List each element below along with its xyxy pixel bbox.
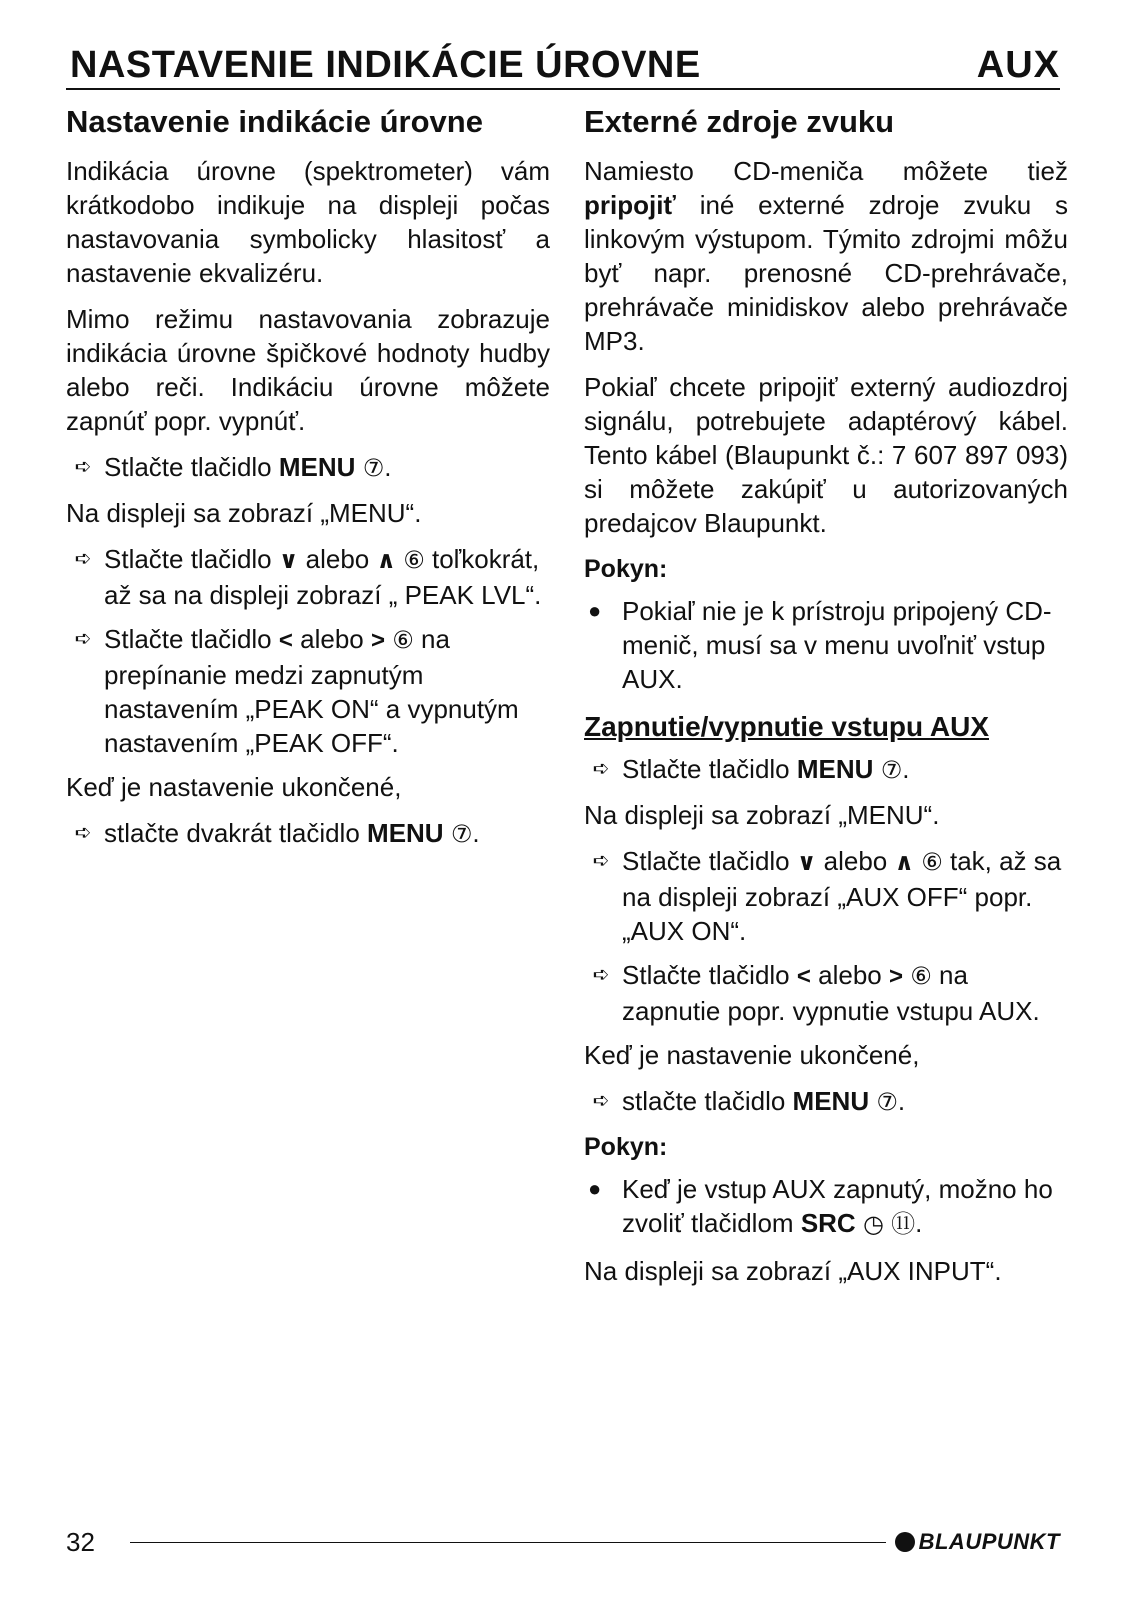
step-arrow-icon: ➪ (74, 628, 92, 650)
key-number: ⑥ (403, 547, 425, 574)
up-arrow-icon: ∧ (894, 849, 914, 876)
right-step-2: ➪ Stlačte tlačidlo ∨ alebo ∧ ⑥ tak, až sa na displeji zobrazí „AUX OFF“ popr. „AUX ON“. (584, 844, 1068, 948)
left-step-3: ➪ Stlačte tlačidlo < alebo > ⑥ na prepínanie medzi zapnutým nastavením „PEAK ON“ a vypnutým nastavením „PEAK OFF“. (66, 622, 550, 760)
down-arrow-icon: ∨ (796, 849, 817, 876)
left-step-4: ➪ stlačte dvakrát tlačidlo MENU ⑦. (66, 816, 550, 852)
key-number: ⑥ (910, 963, 932, 990)
page-header (66, 42, 1060, 90)
key-number: ⑦ (880, 757, 903, 784)
left-step-2: ➪ Stlačte tlačidlo ∨ alebo ∧ ⑥ toľkokrát, až sa na displeji zobrazí „ PEAK LVL“. (66, 542, 550, 612)
aux-subheading: Zapnutie/vypnutie vstupu AUX (584, 711, 989, 742)
key-number: ⑥ (921, 849, 943, 876)
step-arrow-icon: ➪ (74, 548, 92, 570)
right-step-1: ➪ Stlačte tlačidlo MENU ⑦. (584, 752, 1068, 788)
bullet-dot-icon: ● (588, 598, 602, 623)
step-arrow-icon: ➪ (592, 850, 610, 872)
note-heading: Pokyn: (584, 1133, 668, 1161)
page-footer (66, 1524, 1060, 1560)
key-number: ⑪ (891, 1211, 916, 1238)
right-arrow-icon: > (889, 963, 904, 990)
right-paragraph-1: Namiesto CD-meniča môžete tiež pripojiť iné externé zdroje zvuku s linkovým výstupom. Týmito zdrojmi môžu byť napr. prenosné CD-prehrávače, prehrávače minidiskov alebo prehrávače MP3. (584, 156, 1068, 356)
menu-key: MENU (796, 754, 874, 784)
menu-key: MENU (792, 1086, 870, 1116)
left-paragraph-3: Na displeji sa zobrazí „MENU“. (66, 498, 422, 528)
note-bullet-2: ● Keď je vstup AUX zapnutý, možno ho zvoliť tlačidlom SRC ◷ ⑪. (588, 1174, 1053, 1238)
right-step-3: ➪ Stlačte tlačidlo < alebo > ⑥ na zapnutie popr. vypnutie vstupu AUX. (584, 958, 1068, 1028)
step-arrow-icon: ➪ (592, 758, 610, 780)
left-step-1: ➪ Stlačte tlačidlo MENU ⑦. (66, 450, 550, 486)
left-heading: Nastavenie indikácie úrovne (66, 104, 483, 139)
step-arrow-icon: ➪ (74, 822, 92, 844)
menu-key: MENU (278, 452, 356, 482)
key-number: ⑦ (362, 455, 385, 482)
right-paragraph-4: Keď je nastavenie ukončené, (584, 1040, 920, 1070)
page-number: 32 (66, 1527, 95, 1557)
right-arrow-icon: > (371, 627, 386, 654)
note-heading: Pokyn: (584, 555, 668, 583)
bullet-dot-icon: ● (588, 1176, 602, 1201)
footer-rule (130, 1542, 886, 1543)
brand-logo (895, 1526, 1060, 1558)
page-title: NASTAVENIE INDIKÁCIE ÚROVNE (70, 44, 701, 86)
left-paragraph-2: Mimo režimu nastavovania zobrazuje indikácia úrovne špičkové hodnoty hudby alebo reči. Indikáciu úrovne môžete zapnúť popr. vypnúť. (66, 304, 550, 436)
right-paragraph-2: Pokiaľ chcete pripojiť externý audiozdroj signálu, potrebujete adaptérový kábel. Tento kábel (Blaupunkt č.: 7 607 897 093) si môžete zakúpiť u autorizovaných predajcov Blaupunkt. (584, 372, 1068, 538)
brand-name: BLAUPUNKT (918, 1529, 1060, 1554)
right-column (584, 100, 1068, 1300)
right-step-4: ➪ stlačte tlačidlo MENU ⑦. (584, 1084, 1068, 1120)
left-paragraph-1: Indikácia úrovne (spektrometer) vám krátkodobo indikuje na displeji počas nastavovania symbolicky hlasitosť a nastavenie ekvalizéru. (66, 156, 550, 288)
left-paragraph-4: Keď je nastavenie ukončené, (66, 772, 402, 802)
left-arrow-icon: < (278, 627, 293, 654)
right-paragraph-5: Na displeji sa zobrazí „AUX INPUT“. (584, 1256, 1002, 1286)
logo-dot-icon (895, 1532, 915, 1552)
down-arrow-icon: ∨ (278, 547, 299, 574)
clock-icon: ◷ (862, 1211, 884, 1238)
step-arrow-icon: ➪ (74, 456, 92, 478)
src-key: SRC (800, 1208, 856, 1238)
key-number: ⑦ (450, 821, 473, 848)
step-arrow-icon: ➪ (592, 964, 610, 986)
left-column (66, 100, 550, 862)
menu-key: MENU (367, 818, 444, 848)
up-arrow-icon: ∧ (376, 547, 396, 574)
note-bullet-1: ● Pokiaľ nie je k prístroju pripojený CD-menič, musí sa v menu uvoľniť vstup AUX. (588, 596, 1052, 694)
key-number: ⑥ (392, 627, 414, 654)
right-heading: Externé zdroje zvuku (584, 104, 895, 139)
section-tag: AUX (976, 44, 1060, 86)
step-arrow-icon: ➪ (592, 1090, 610, 1112)
key-number: ⑦ (876, 1089, 898, 1116)
left-arrow-icon: < (796, 963, 811, 990)
right-paragraph-3: Na displeji sa zobrazí „MENU“. (584, 800, 940, 830)
